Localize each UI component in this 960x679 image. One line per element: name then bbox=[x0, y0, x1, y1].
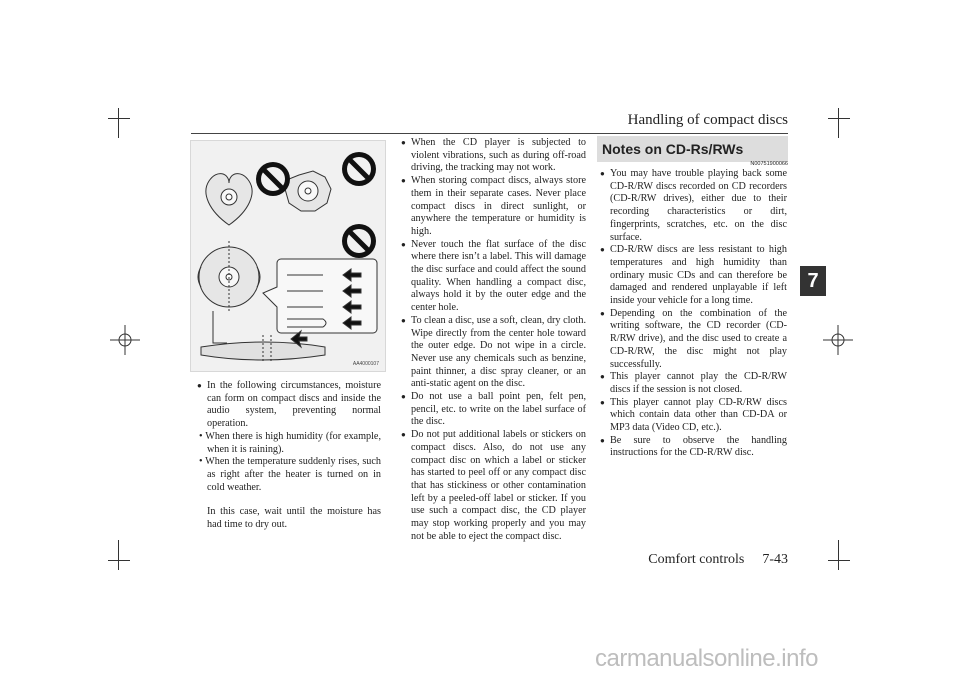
prohibition-icon bbox=[256, 162, 290, 196]
page-footer bbox=[648, 552, 788, 568]
crop-mark bbox=[838, 108, 839, 138]
bullet-item: ● In the following circumstances, moisture can form on compact discs and inside the audio system, preventing normal operation. bbox=[197, 380, 381, 431]
round-disc-icon bbox=[198, 241, 260, 313]
prohibition-icon bbox=[342, 152, 376, 186]
bullet-item: ● Depending on the combination of the writing software, the CD recorder (CD-R/RW drive), and the disc used to create a CD-R/RW, the disc might not play successfully. bbox=[600, 308, 787, 372]
column-middle bbox=[401, 137, 586, 544]
prohibition-icon bbox=[342, 224, 376, 258]
sub-item: • When the temperature suddenly rises, such as right after the heater is turned on in cold weather. bbox=[199, 456, 381, 493]
disc-handling-illustration bbox=[190, 140, 386, 372]
crop-mark bbox=[118, 540, 119, 570]
bullet-item: ● Do not put additional labels or stickers on compact discs. Also, do not use any compact disc on which a label or sticker has started to peel off or any compact disc that has stickiness or other contamination left by a peeled-off label or sticker. If you use such a compact disc, the CD player may stop working properly and you may not be able to eject the compact disc. bbox=[401, 429, 586, 543]
crop-mark bbox=[118, 108, 119, 138]
section-code: N00751900066 bbox=[750, 161, 788, 167]
crop-mark bbox=[838, 540, 839, 570]
crop-mark bbox=[108, 560, 130, 561]
page-header-title: Handling of compact discs bbox=[627, 112, 788, 128]
chapter-tab: 7 bbox=[800, 266, 826, 296]
crop-mark bbox=[828, 560, 850, 561]
column-right bbox=[600, 168, 787, 460]
registration-mark-right bbox=[823, 325, 853, 355]
crop-mark bbox=[108, 118, 130, 119]
bullet-item: ● When the CD player is subjected to violent vibrations, such as during off-road driving, the tracking may not work. bbox=[401, 137, 586, 175]
watermark: carmanualsonline.info bbox=[595, 645, 818, 672]
sub-item: • When there is high humidity (for example, when it is raining). bbox=[199, 430, 381, 455]
bullet-item: ● This player cannot play the CD-R/RW discs if the session is not closed. bbox=[600, 371, 787, 396]
bullet-item: ● When storing compact discs, always store them in their separate cases. Never place compact discs in direct sunlight, or anywhere the temperature or humidity is high. bbox=[401, 175, 586, 239]
bullet-item: ● CD-R/RW discs are less resistant to high temperatures and high humidity than ordinary music CDs and can therefore be damaged and rendered unplayable if left inside your vehicle for a long time. bbox=[600, 244, 787, 308]
crop-mark bbox=[828, 118, 850, 119]
column-left bbox=[197, 380, 381, 532]
cleaning-direction-callout bbox=[263, 259, 377, 333]
bullet-item: ● To clean a disc, use a soft, clean, dry cloth. Wipe directly from the center hole toward the outer edge. Do not wipe in a circle. Never use any chemicals such as benzine, paint thinner, a disc spray cleaner, or an anti-static agent on the disc. bbox=[401, 315, 586, 391]
header-rule bbox=[191, 133, 788, 134]
page-number: 7-43 bbox=[762, 552, 788, 567]
registration-mark-left bbox=[110, 325, 140, 355]
bullet-item: ● Be sure to observe the handling instructions for the CD-R/RW disc. bbox=[600, 435, 787, 460]
heart-disc-icon bbox=[206, 174, 252, 225]
bullet-item: ● Do not use a ball point pen, felt pen, pencil, etc. to write on the label surface of the disc. bbox=[401, 391, 586, 429]
octagon-disc-icon bbox=[285, 171, 331, 211]
note-text: In this case, wait until the moisture has had time to dry out. bbox=[207, 506, 381, 531]
figure-code: AA4000107 bbox=[352, 361, 379, 367]
bullet-item: ● This player cannot play CD-R/RW discs which contain data other than CD-DA or MP3 data (Video CD, etc.). bbox=[600, 397, 787, 435]
bullet-item: ● Never touch the flat surface of the disc where there isn’t a label. This will damage the disc surface and could affect the sound quality. When handling a compact disc, always hold it by the outer edge and the center hole. bbox=[401, 239, 586, 315]
section-heading: Notes on CD-Rs/RWs bbox=[597, 136, 788, 162]
footer-section: Comfort controls bbox=[648, 552, 745, 567]
bullet-item: ● You may have trouble playing back some CD-R/RW discs recorded on CD recorders (CD-R/RW drives), either due to their recording characteristics or dirt, fingerprints, scratches, etc. on the disc surface. bbox=[600, 168, 787, 244]
